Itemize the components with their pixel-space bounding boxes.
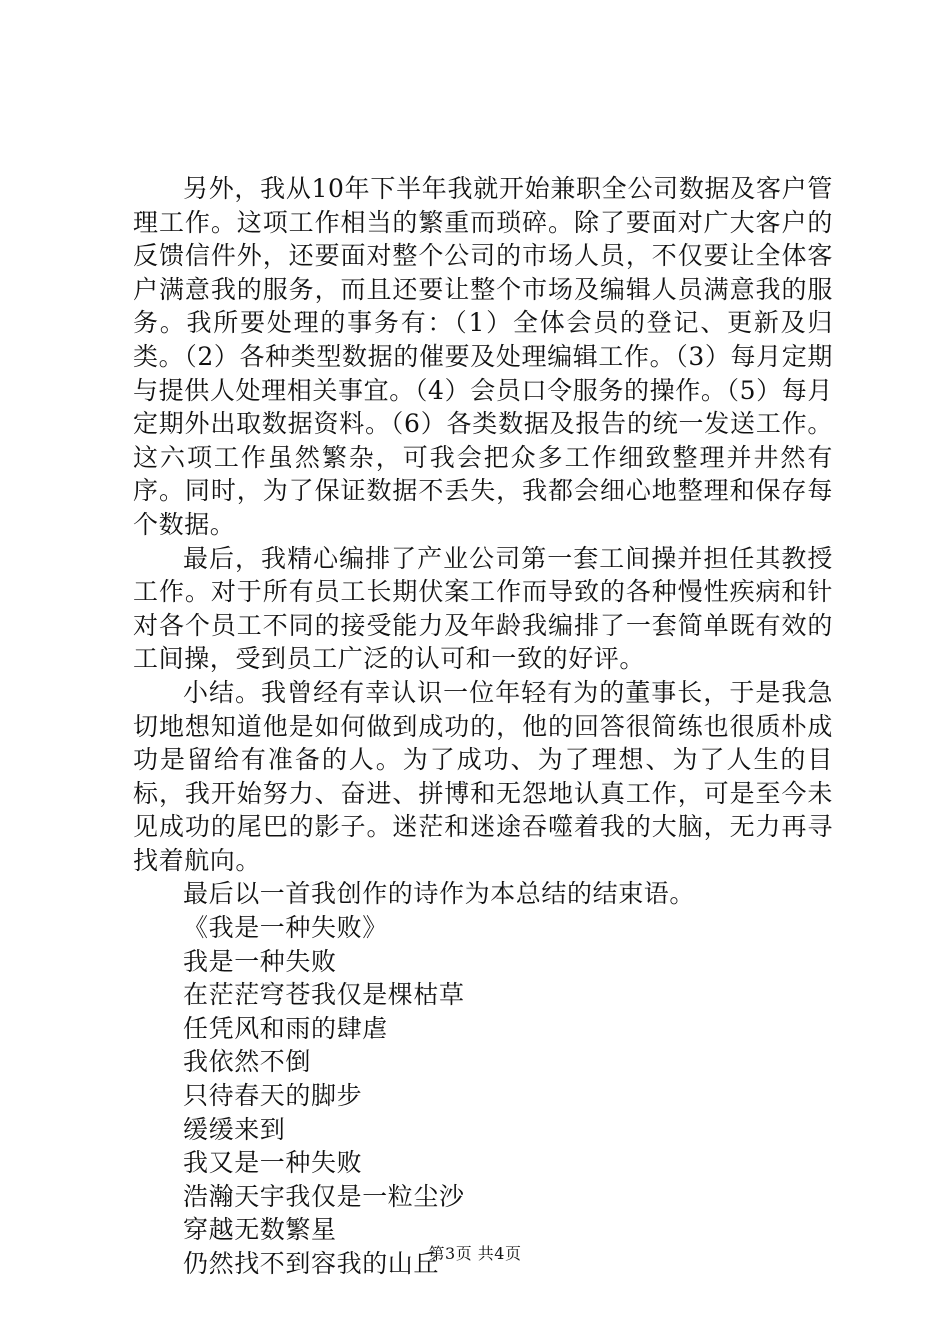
poem-line: 任凭风和雨的肆虐 xyxy=(183,1013,388,1043)
poem-title: 《我是一种失败》 xyxy=(183,913,388,943)
paragraph-closing-intro: 最后以一首我创作的诗作为本总结的结束语。 xyxy=(183,879,696,909)
poem-line: 缓缓来到 xyxy=(183,1114,286,1144)
poem-line: 仍然找不到容我的山丘 xyxy=(183,1249,440,1278)
poem-line: 我又是一种失败 xyxy=(183,1148,363,1178)
poem-line: 穿越无数繁星 xyxy=(183,1215,337,1245)
document-body xyxy=(133,172,833,1281)
paragraph-summary: 小结。我曾经有幸认识一位年轻有为的董事长，于是我急切地想知道他是如何做到成功的，他的回答很简练也很质朴成功是留给有准备的人。为了成功、为了理想、为了人生的目标，我开始努力、奋进、拼博和无怨地认真工作，可是至今未见成功的尾巴的影子。迷茫和迷途吞噬着我的大脑，无力再寻找着航向。 xyxy=(133,677,833,875)
poem-line: 只待春天的脚步 xyxy=(183,1081,363,1111)
paragraph-data-management: 另外，我从10年下半年我就开始兼职全公司数据及客户管理工作。这项工作相当的繁重而琐碎。除了要面对广大客户的反馈信件外，还要面对整个公司的市场人员，不仅要让全体客户满意我的服务，而且还要让整个市场及编辑人员满意我的服务。我所要处理的事务有：（1）全体会员的登记、更新及归类。（2）各种类型数据的催要及处理编辑工作。（3）每月定期与提供人处理相关事宜。（4）会员口令服务的操作。（5）每月定期外出取数据资料。（6）各类数据及报告的统一发送工作。这六项工作虽然繁杂，可我会把众多工作细致整理并井然有序。同时，为了保证数据不丢失，我都会细心地整理和保存每个数据。 xyxy=(133,174,833,539)
poem-line: 我是一种失败 xyxy=(183,946,337,976)
page-number-footer: 第3页 共4页 xyxy=(428,1244,522,1263)
poem xyxy=(133,911,833,1281)
poem-line: 浩瀚天宇我仅是一粒尘沙 xyxy=(183,1181,465,1211)
paragraph-workplace-exercise: 最后，我精心编排了产业公司第一套工间操并担任其教授工作。对于所有员工长期伏案工作而导致的各种慢性疾病和针对各个员工不同的接受能力及年龄我编排了一套简单既有效的工间操，受到员工广泛的认可和一致的好评。 xyxy=(133,543,833,674)
poem-line: 我依然不倒 xyxy=(183,1047,312,1077)
poem-line: 在茫茫穹苍我仅是棵枯草 xyxy=(183,980,465,1010)
